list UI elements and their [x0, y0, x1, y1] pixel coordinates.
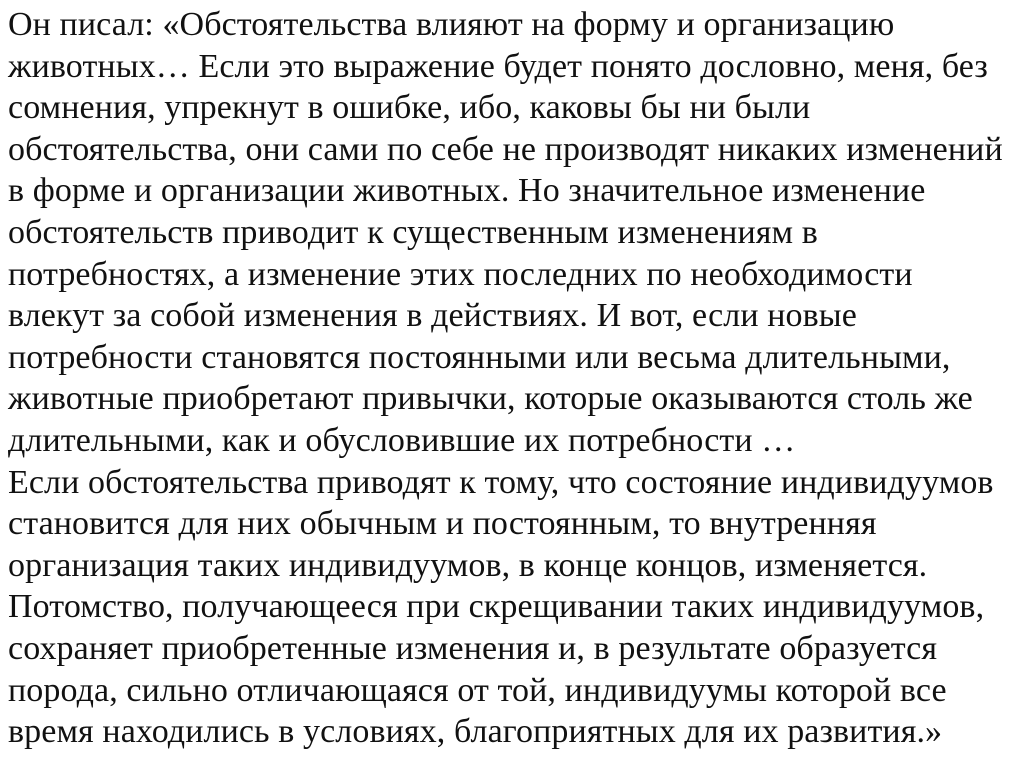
text-line: Он писал: «Обстоятельства влияют на форму и организацию — [8, 6, 895, 43]
text-line: сомнения, упрекнут в ошибке, ибо, каковы бы ни были — [8, 89, 811, 127]
text-line: Потомство, получающееся при скрещивании таких индивидуумов, — [8, 588, 985, 626]
text-line: становится для них обычным и постоянным, то внутренняя — [8, 505, 877, 543]
text-line: потребностях, а изменение этих последних по необходимости — [8, 255, 913, 293]
text-line: животные приобретают привычки, которые оказываются столь же — [8, 380, 973, 418]
text-line: животных… Если это выражение будет понято дословно, меня, без — [8, 47, 988, 85]
text-line: обстоятельства, они сами по себе не производят никаких изменений — [8, 130, 1003, 168]
text-line: Если обстоятельства приводят к тому, что состояние индивидуумов — [8, 463, 994, 501]
text-line: влекут за собой изменения в действиях. И вот, если новые — [8, 297, 857, 335]
text-line: в форме и организации животных. Но значительное изменение — [8, 172, 926, 210]
text-line: обстоятельств приводит к существенным изменениям в — [8, 213, 818, 251]
text-line: время находились в условиях, благоприятных для их развития.» — [8, 713, 943, 751]
text-line: организация таких индивидуумов, в конце концов, изменяется. — [8, 546, 928, 584]
quote-text — [8, 4, 1018, 753]
text-line: сохраняет приобретенные изменения и, в результате образуется — [8, 629, 938, 667]
text-line: длительными, как и обусловившие их потребности … — [8, 421, 796, 459]
text-line: порода, сильно отличающаяся от той, индивидуумы которой все — [8, 671, 947, 709]
text-line: потребности становятся постоянными или весьма длительными, — [8, 338, 951, 376]
